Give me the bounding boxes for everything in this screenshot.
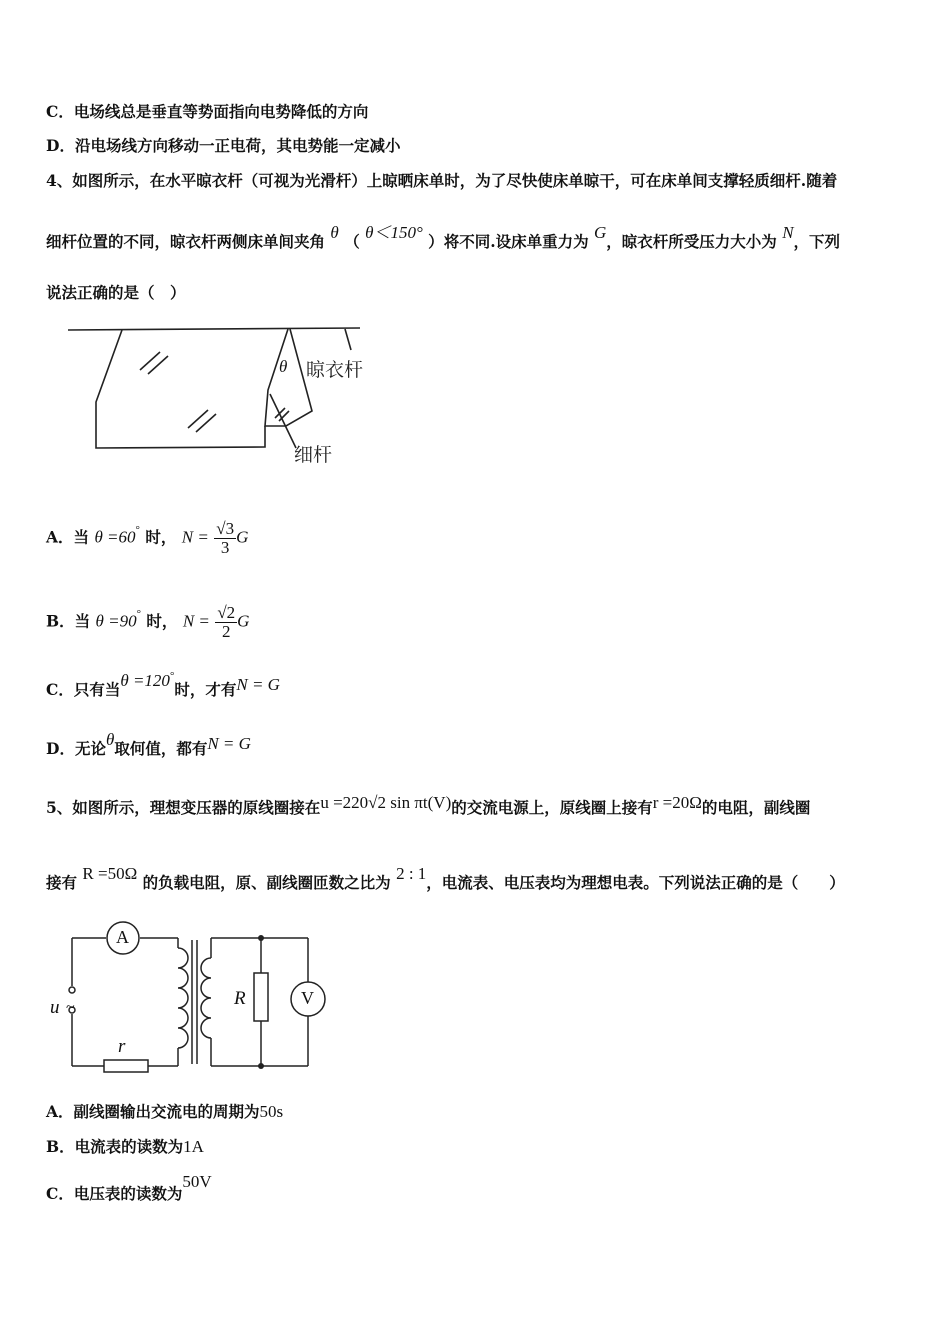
option-text: 副线圈输出交流电的周期为 bbox=[73, 1102, 260, 1121]
q4-option-b bbox=[46, 604, 249, 641]
stem-text: 说法正确的是（ ） bbox=[46, 283, 186, 302]
stem-text: 的交流电源上，原线圈上接有 bbox=[451, 798, 653, 817]
option-mid: 时， bbox=[145, 527, 177, 547]
stick-label: 细杆 bbox=[294, 444, 333, 466]
r-expression: r =20Ω bbox=[652, 793, 702, 812]
degree-mark: ° bbox=[136, 607, 142, 620]
voltage-expression: u =220√2 sin πt(V) bbox=[320, 793, 452, 812]
question-number: 4、 bbox=[46, 171, 73, 190]
stem-text: 细杆位置的不同，晾衣杆两侧床单间夹角 bbox=[46, 232, 326, 251]
ac-symbol: ~ bbox=[66, 999, 75, 1016]
option-mid: 取何值，都有 bbox=[114, 739, 208, 758]
q5-option-c bbox=[46, 1172, 212, 1204]
resistor-r-label: r bbox=[118, 1036, 126, 1057]
n-symbol: N bbox=[782, 223, 794, 242]
fraction-denominator: 2 bbox=[221, 622, 231, 641]
voltmeter-label: V bbox=[301, 988, 314, 1008]
equation: N = G bbox=[207, 734, 251, 753]
option-pre: 当 bbox=[73, 527, 90, 547]
option-label: B． bbox=[46, 611, 75, 631]
ammeter-label: A bbox=[116, 927, 129, 947]
fraction-numerator: √3 bbox=[216, 519, 235, 538]
fraction bbox=[215, 604, 237, 641]
support-stick bbox=[270, 394, 296, 448]
angle-condition: θ =60 bbox=[94, 527, 136, 547]
rod-label: 晾衣杆 bbox=[306, 359, 364, 381]
option-text: 电压表的读数为 bbox=[73, 1184, 183, 1203]
sheet-left bbox=[96, 330, 265, 448]
option-pre: 无论 bbox=[74, 739, 106, 758]
q5-stem-line1 bbox=[46, 793, 811, 818]
q4-option-a bbox=[46, 520, 248, 557]
option-label: B． bbox=[46, 1137, 75, 1156]
option-pre: 只有当 bbox=[73, 680, 121, 699]
option-label: A． bbox=[46, 527, 74, 547]
q5-stem-line2 bbox=[46, 864, 845, 893]
option-text: 电场线总是垂直等势面指向电势降低的方向 bbox=[73, 102, 369, 121]
q3-option-c bbox=[46, 102, 368, 122]
g-symbol: G bbox=[237, 611, 250, 631]
turns-ratio: 2 : 1 bbox=[396, 864, 427, 883]
resistor-R bbox=[254, 973, 268, 1021]
option-mid: 时，才有 bbox=[174, 680, 237, 699]
stem-text: 如图所示，理想变压器的原线圈接在 bbox=[72, 798, 321, 817]
g-symbol: G bbox=[594, 223, 607, 242]
primary-coil bbox=[178, 948, 188, 1048]
stem-text: 如图所示，在水平晾衣杆（可视为光滑杆）上晾晒床单时，为了尽快使床单晾干，可在床单间支撑轻质细杆.随着 bbox=[72, 171, 838, 190]
degree-mark: ° bbox=[135, 523, 140, 536]
fraction-denominator: 3 bbox=[220, 538, 230, 557]
q4-option-c bbox=[46, 670, 280, 702]
big-r-expression: R =50Ω bbox=[82, 864, 138, 883]
q4-stem-line2 bbox=[46, 223, 841, 252]
q4-stem-line3 bbox=[46, 283, 186, 303]
q4-stem-line1 bbox=[46, 171, 837, 191]
option-mid: 时， bbox=[146, 611, 178, 631]
stem-text: ，电流表、电压表均为理想电表。下列说法正确的是（ ） bbox=[426, 873, 845, 892]
stem-text: 的负载电阻，原、副线圈匝数之比为 bbox=[142, 873, 391, 892]
q4-figure bbox=[60, 320, 390, 470]
q5-circuit bbox=[46, 918, 366, 1080]
equation: N = G bbox=[236, 675, 280, 694]
drying-rod bbox=[68, 328, 360, 330]
n-lhs: N = bbox=[182, 611, 210, 631]
fraction-numerator: √2 bbox=[217, 603, 236, 622]
q5-option-b bbox=[46, 1137, 204, 1157]
angle-condition: θ =120 bbox=[120, 671, 170, 690]
rod-pointer bbox=[345, 329, 351, 350]
stem-text: ，晾衣杆所受压力大小为 bbox=[606, 232, 777, 251]
stem-text: ，下列 bbox=[793, 232, 841, 251]
q5-option-a bbox=[46, 1102, 283, 1122]
figure-angle-label: θ bbox=[279, 357, 288, 376]
option-label: D． bbox=[46, 739, 75, 758]
option-value: 50V bbox=[182, 1172, 212, 1191]
option-label: D． bbox=[46, 136, 75, 155]
q4-option-d bbox=[46, 730, 251, 759]
angle-condition: θ =90 bbox=[95, 611, 137, 631]
option-label: C． bbox=[46, 1184, 74, 1203]
fraction bbox=[214, 520, 236, 557]
resistor-r bbox=[104, 1060, 148, 1072]
resistor-R-label: R bbox=[234, 988, 246, 1009]
option-label: A． bbox=[46, 1102, 74, 1121]
option-value: 50s bbox=[259, 1102, 284, 1121]
degree-mark: ° bbox=[169, 670, 175, 682]
g-symbol: G bbox=[236, 527, 249, 547]
option-label: C． bbox=[46, 102, 74, 121]
n-lhs: N = bbox=[181, 527, 209, 547]
stem-text: 将不同.设床单重力为 bbox=[443, 232, 589, 251]
secondary-coil bbox=[201, 958, 211, 1038]
angle-condition: θ＜150° bbox=[365, 223, 423, 242]
option-label: C． bbox=[46, 680, 74, 699]
paren-close: ） bbox=[428, 232, 444, 251]
option-pre: 当 bbox=[74, 611, 91, 631]
option-value: 1A bbox=[183, 1137, 204, 1156]
stem-text: 接有 bbox=[46, 873, 78, 892]
theta-symbol: θ bbox=[330, 223, 339, 242]
option-text: 沿电场线方向移动一正电荷，其电势能一定减小 bbox=[74, 136, 401, 155]
source-label: u bbox=[50, 997, 60, 1018]
paren-open: （ bbox=[344, 232, 360, 251]
option-text: 电流表的读数为 bbox=[74, 1137, 184, 1156]
stem-text: 的电阻，副线圈 bbox=[701, 798, 811, 817]
theta-symbol: θ bbox=[105, 730, 115, 749]
question-number: 5、 bbox=[46, 798, 73, 817]
q3-option-d bbox=[46, 136, 400, 156]
